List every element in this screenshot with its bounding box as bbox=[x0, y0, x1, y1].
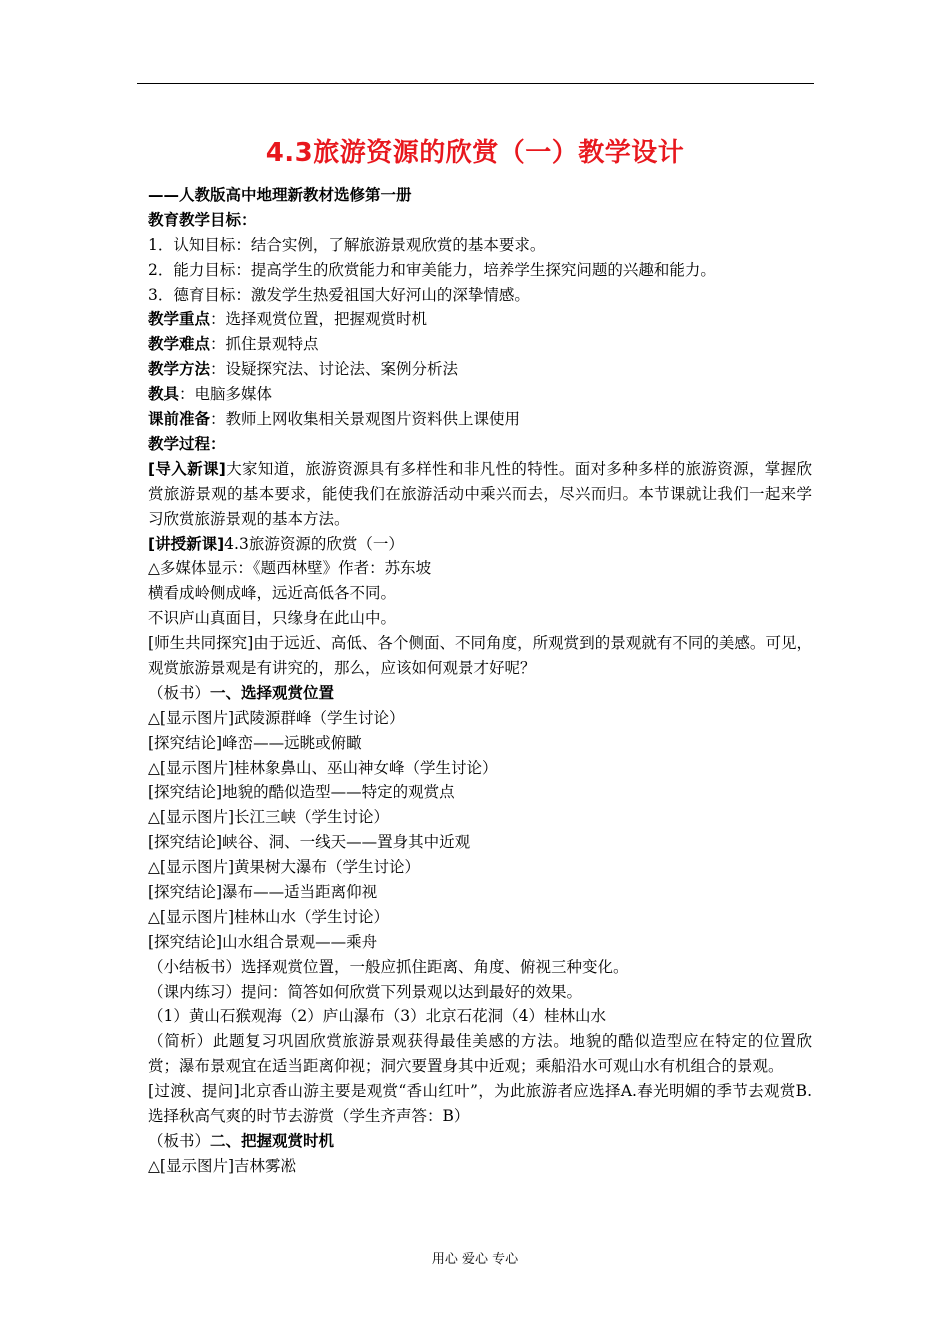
step-line: （小结板书）选择观赏位置，一般应抓住距离、角度、俯视三种变化。 bbox=[148, 957, 629, 976]
objective-item: 3．德育目标：激发学生热爱祖国大好河山的深挚情感。 bbox=[148, 285, 530, 304]
page-footer: 用心 爱心 专心 bbox=[431, 1252, 519, 1267]
info-value: ：选择观赏位置，把握观赏时机 bbox=[210, 310, 428, 329]
analysis-paragraph: （简析）此题复习巩固欣赏旅游景观获得最佳美感的方法。地貌的酷似造型应在特定的位置欣赏；瀑布景观宜在适当距离仰视；洞穴要置身其中近观；乘船沿水可观山水有机组合的景观。 bbox=[148, 1032, 812, 1076]
objectives-heading: 教育教学目标： bbox=[148, 210, 257, 229]
lecture-label: [讲授新课] bbox=[148, 534, 225, 553]
section-title: 二、把握观赏时机 bbox=[210, 1131, 335, 1150]
document-body bbox=[148, 183, 812, 1179]
info-value: ：抓住景观特点 bbox=[210, 335, 319, 354]
process-heading: 教学过程： bbox=[148, 434, 226, 453]
info-methods bbox=[148, 357, 812, 382]
step-line: [探究结论]地貌的酷似造型——特定的观赏点 bbox=[148, 783, 455, 802]
step-line: [探究结论]瀑布——适当距离仰视 bbox=[148, 883, 378, 902]
subtitle: ——人教版高中地理新教材选修第一册 bbox=[148, 186, 412, 204]
info-difficulty bbox=[148, 332, 812, 357]
intro-label: [导入新课] bbox=[148, 459, 226, 478]
lecture-line bbox=[148, 532, 812, 557]
page-title: 4.3旅游资源的欣赏（一）教学设计 bbox=[265, 138, 685, 168]
lecture-text: 4.3旅游资源的欣赏（一） bbox=[224, 534, 404, 553]
step-line: △[显示图片]长江三峡（学生讨论） bbox=[148, 808, 390, 827]
step-line: △[显示图片]武陵源群峰（学生讨论） bbox=[148, 708, 405, 727]
info-label: 教学重点 bbox=[148, 310, 211, 329]
step-line: △[显示图片]黄果树大瀑布（学生讨论） bbox=[148, 858, 421, 877]
step-line: [探究结论]峡谷、洞、一线天——置身其中近观 bbox=[148, 833, 471, 852]
section-heading-2 bbox=[148, 1129, 812, 1154]
poem-line: △多媒体显示：《题西林壁》作者：苏东坡 bbox=[148, 559, 432, 578]
poem-line: 横看成岭侧成峰，远近高低各不同。 bbox=[148, 584, 397, 603]
info-label: 教具 bbox=[148, 385, 180, 404]
info-preparation bbox=[148, 407, 812, 432]
intro-paragraph bbox=[148, 457, 812, 532]
intro-text: 大家知道，旅游资源具有多样性和非凡性的特性。面对多种多样的旅游资源，掌握欣赏旅游景观的基本要求，能使我们在旅游活动中乘兴而去，尽兴而归。本节课就让我们一起来学习欣赏旅游景观的基本方法。 bbox=[148, 459, 812, 528]
section-heading-1 bbox=[148, 681, 812, 706]
info-value: ：教师上网收集相关景观图片资料供上课使用 bbox=[210, 410, 521, 429]
info-tools bbox=[148, 382, 812, 407]
explore-paragraph: [师生共同探究]由于远近、高低、各个侧面、不同角度，所观赏到的景观就有不同的美感。可见，观赏旅游景观是有讲究的，那么，应该如何观景才好呢？ bbox=[148, 634, 812, 677]
poem-line: 不识庐山真面目，只缘身在此山中。 bbox=[148, 609, 397, 628]
step-line: △[显示图片]桂林象鼻山、巫山神女峰（学生讨论） bbox=[148, 758, 498, 777]
step-line: △[显示图片]吉林雾凇 bbox=[148, 1156, 297, 1175]
objective-item: 1．认知目标：结合实例，了解旅游景观欣赏的基本要求。 bbox=[148, 235, 546, 254]
step-line: [探究结论]山水组合景观——乘舟 bbox=[148, 932, 378, 951]
section-title: 一、选择观赏位置 bbox=[210, 683, 335, 702]
info-value: ：设疑探究法、讨论法、案例分析法 bbox=[210, 360, 459, 379]
info-value: ：电脑多媒体 bbox=[179, 385, 273, 404]
objective-item: 2．能力目标：提高学生的欣赏能力和审美能力，培养学生探究问题的兴趣和能力。 bbox=[148, 260, 716, 279]
transition-paragraph: [过渡、提问]北京香山游主要是观赏“香山红叶”，为此旅游者应选择A.春光明媚的季节去观赏B.选择秋高气爽的时节去游赏（学生齐声答：B） bbox=[148, 1082, 812, 1126]
info-label: 教学方法 bbox=[148, 360, 211, 379]
info-label: 教学难点 bbox=[148, 335, 211, 354]
step-line: （1）黄山石猴观海（2）庐山瀑布（3）北京石花洞（4）桂林山水 bbox=[148, 1007, 606, 1026]
step-line: （课内练习）提问：简答如何欣赏下列景观以达到最好的效果。 bbox=[148, 982, 583, 1001]
header-rule bbox=[137, 83, 814, 84]
section-prefix: （板书） bbox=[148, 683, 211, 702]
info-key-points bbox=[148, 307, 812, 332]
section-prefix: （板书） bbox=[148, 1131, 211, 1150]
step-line: △[显示图片]桂林山水（学生讨论） bbox=[148, 907, 390, 926]
step-line: [探究结论]峰峦——远眺或俯瞰 bbox=[148, 733, 362, 752]
info-label: 课前准备 bbox=[148, 410, 211, 429]
